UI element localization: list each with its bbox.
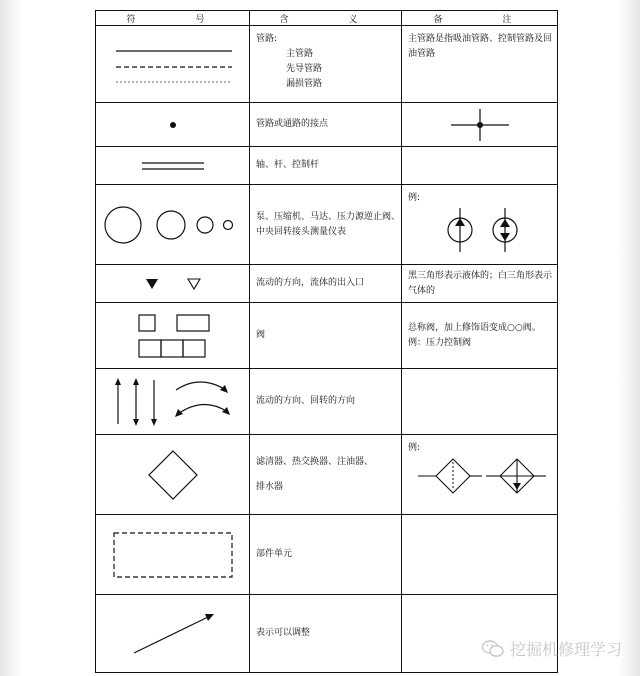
meaning-line: 排水器 bbox=[256, 481, 284, 492]
crossing-junction-icon bbox=[402, 103, 558, 147]
dot-symbol bbox=[96, 103, 250, 147]
note-cell bbox=[402, 595, 558, 673]
table-row bbox=[96, 435, 558, 515]
table-row bbox=[96, 303, 558, 369]
note-cell: 主管路是指吸油管路、控制管路及回油管路 bbox=[402, 26, 558, 103]
page-shadow-right bbox=[618, 0, 640, 676]
meaning-item: 先导管路 bbox=[286, 64, 323, 74]
meaning-title: 管路: bbox=[256, 34, 278, 44]
meaning-item: 漏损管路 bbox=[286, 79, 323, 89]
meaning-cell: 流动的方向，流体的出入口 bbox=[250, 265, 402, 303]
wechat-icon bbox=[482, 640, 504, 658]
note-cell bbox=[402, 369, 558, 435]
table-row bbox=[96, 26, 558, 103]
page-shadow-left bbox=[0, 0, 22, 676]
diamond-symbol bbox=[96, 435, 250, 515]
header-symbol: 符 号 bbox=[96, 11, 250, 26]
meaning-line: 滤清器、热交换器、注油器、 bbox=[256, 456, 374, 467]
circles-symbol bbox=[96, 185, 250, 265]
filter-examples-icon bbox=[408, 456, 548, 496]
meaning-cell: 表示可以调整 bbox=[250, 595, 402, 673]
table-row bbox=[96, 595, 558, 673]
meaning-cell: 管路或通路的接点 bbox=[250, 103, 402, 147]
symbol-table bbox=[95, 10, 558, 673]
table-row bbox=[96, 147, 558, 185]
pipe-lines-symbol bbox=[96, 26, 250, 103]
meaning-cell: 阀 bbox=[250, 303, 402, 369]
header-row bbox=[96, 11, 558, 26]
meaning-cell: 部件单元 bbox=[250, 515, 402, 595]
table-row bbox=[96, 103, 558, 147]
header-meaning: 含 义 bbox=[250, 11, 402, 26]
meaning-item: 主管路 bbox=[286, 49, 314, 59]
note-cell bbox=[402, 435, 558, 515]
triangles-symbol bbox=[96, 265, 250, 303]
meaning-cell: 流动的方向、回转的方向 bbox=[250, 369, 402, 435]
valve-squares-symbol bbox=[96, 303, 250, 369]
note-example-label: 例: bbox=[408, 443, 421, 453]
watermark bbox=[482, 637, 622, 660]
meaning-cell bbox=[250, 435, 402, 515]
arrows-symbol bbox=[96, 369, 250, 435]
table-row bbox=[96, 515, 558, 595]
dashed-rect-symbol bbox=[96, 515, 250, 595]
table-row bbox=[96, 265, 558, 303]
header-note: 备 注 bbox=[402, 11, 558, 26]
pump-motor-examples-icon bbox=[428, 206, 548, 254]
note-cell bbox=[402, 185, 558, 265]
note-cell bbox=[402, 515, 558, 595]
table-row bbox=[96, 369, 558, 435]
meaning-cell bbox=[250, 26, 402, 103]
watermark-text: 挖掘机修理学习 bbox=[509, 640, 622, 659]
double-line-symbol bbox=[96, 147, 250, 185]
note-cell: 总称阀，加上修饰语变成○○阀。 例：压力控制阀 bbox=[402, 303, 558, 369]
diagonal-arrow-symbol bbox=[96, 595, 250, 673]
note-cell bbox=[402, 147, 558, 185]
note-cell: 黑三角形表示液体的；白三角形表示气体的 bbox=[402, 265, 558, 303]
note-example-label: 例: bbox=[408, 193, 421, 203]
table-row bbox=[96, 185, 558, 265]
meaning-cell: 轴、杆、控制杆 bbox=[250, 147, 402, 185]
meaning-cell: 泵、压缩机、马达、压力源逆止阀、中央回转接头测量仪表 bbox=[250, 185, 402, 265]
